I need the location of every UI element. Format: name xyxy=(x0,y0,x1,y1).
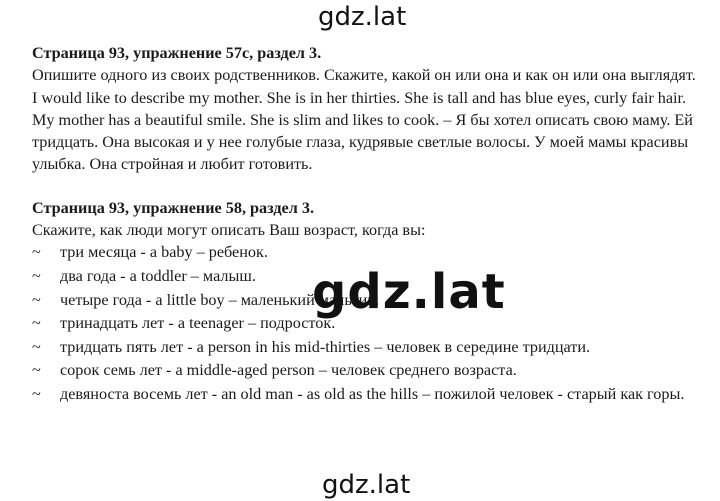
document-body xyxy=(32,42,708,407)
list-item xyxy=(32,241,708,265)
watermark-middle: gdz.lat xyxy=(312,264,506,320)
watermark-top: gdz.lat xyxy=(318,2,407,32)
tilde-bullet-icon: ~ xyxy=(32,361,41,380)
task-text: Опишите одного из своих родственников. Скажите, какой он или она и как он или она выглядят. xyxy=(32,66,696,85)
section-heading: Страница 93, упражнение 57c, раздел 3. xyxy=(32,44,322,62)
tilde-bullet-icon: ~ xyxy=(32,314,41,333)
tilde-bullet-icon: ~ xyxy=(32,384,41,403)
section-gap xyxy=(32,176,708,197)
list-item xyxy=(32,336,708,360)
list-item-text: тринадцать лет - a teenager – подросток. xyxy=(60,314,336,333)
tilde-bullet-icon: ~ xyxy=(32,243,41,262)
section-heading: Страница 93, упражнение 58, раздел 3. xyxy=(32,198,315,217)
tilde-bullet-icon: ~ xyxy=(32,337,41,356)
list-item xyxy=(32,383,708,407)
list-item xyxy=(32,359,708,383)
list-item-text: два года - a toddler – малыш. xyxy=(60,266,256,285)
list-item-text: три месяца - a baby – ребенок. xyxy=(60,243,268,262)
list-item-text: четыре года - a little boy – маленький мальчик. xyxy=(60,290,380,309)
watermark-bottom: gdz.lat xyxy=(322,470,411,500)
answer-text: I would like to describe my mother. She is in her thirties. She is tall and has blue eyes, curly fair hair. My mother has a beautiful smile. She is slim and likes to cook. – Я бы хотел описать свою маму. Ей тридцать. Она высокая и у нее голубые глаза, кудрявые светлые волосы. У моей мамы красивы улыбка. Она стройная и любит готовить. xyxy=(32,88,693,174)
list-item-text: девяноста восемь лет - an old man - as old as the hills – пожилой человек - старый как горы. xyxy=(60,384,685,403)
task-text: Скажите, как люди могут описать Ваш возраст, когда вы: xyxy=(32,221,426,240)
tilde-bullet-icon: ~ xyxy=(32,290,41,309)
list-item-text: тридцать пять лет - a person in his mid-thirties – человек в середине тридцати. xyxy=(60,337,591,356)
list-item-text: сорок семь лет - a middle-aged person – человек среднего возраста. xyxy=(60,361,517,380)
tilde-bullet-icon: ~ xyxy=(32,266,41,285)
